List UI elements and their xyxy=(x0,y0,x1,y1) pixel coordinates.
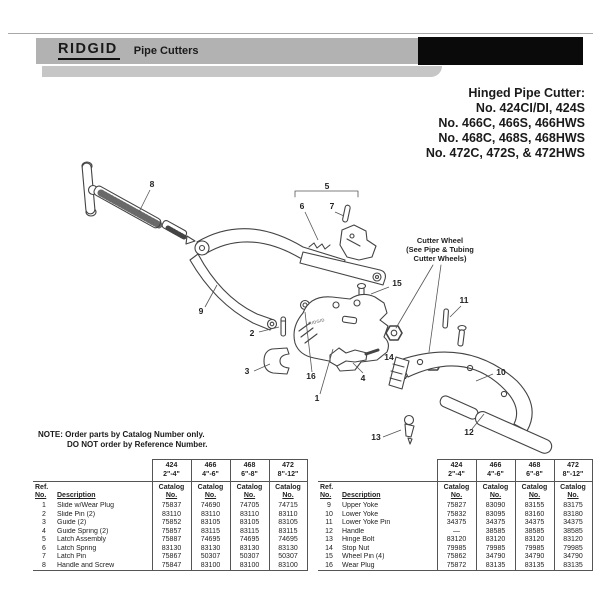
catalog-no-cell: 83105 xyxy=(269,519,307,528)
ref-no-cell: 10 xyxy=(325,510,333,518)
ref-no-cell: 14 xyxy=(325,544,333,552)
parts-table-left xyxy=(33,459,308,571)
table-row xyxy=(318,528,592,537)
catalog-no-cell: 79985 xyxy=(476,545,515,554)
catalog-no-header: Catalog No. xyxy=(437,482,476,503)
product-title-heading: Hinged Pipe Cutter: xyxy=(468,86,585,100)
callout-leader-13 xyxy=(383,430,401,437)
table-row xyxy=(33,511,307,520)
callout-bracket xyxy=(295,191,358,197)
blank-cell xyxy=(318,460,437,482)
catalog-no-cell: 83130 xyxy=(191,545,230,554)
latch-assembly xyxy=(340,225,376,260)
blank-cell xyxy=(33,460,152,482)
header-rule xyxy=(8,33,593,34)
ref-no-header: Ref. No. xyxy=(35,484,49,499)
table-row xyxy=(318,553,592,562)
catalog-no-cell: 83110 xyxy=(191,511,230,520)
callout-leader-7 xyxy=(335,212,344,216)
catalog-no-cell: 74715 xyxy=(269,502,307,511)
callout-15: 15 xyxy=(392,278,402,288)
stop-pin xyxy=(405,424,414,437)
size-header-cell: 424 2"-4" xyxy=(437,460,476,482)
catalog-no-cell: 75872 xyxy=(437,562,476,571)
description-cell: Lower Yoke xyxy=(342,510,379,518)
callout-leader-11 xyxy=(450,306,461,317)
catalog-no-cell: 74695 xyxy=(269,536,307,545)
slide-pin xyxy=(281,317,286,336)
column-header-row xyxy=(318,482,592,503)
callout-5: 5 xyxy=(324,181,330,191)
callout-4: 4 xyxy=(360,373,366,383)
catalog-no-cell: 83090 xyxy=(476,502,515,511)
catalog-no-cell: 83105 xyxy=(191,519,230,528)
description-cell: Guide (2) xyxy=(57,519,87,526)
catalog-no-cell: 74695 xyxy=(230,536,269,545)
yoke-pivot xyxy=(195,241,209,255)
callout-6: 6 xyxy=(299,201,305,211)
header-black-tab xyxy=(418,37,583,65)
ref-no-cell: 2 xyxy=(42,510,46,518)
callout-3: 3 xyxy=(244,366,250,376)
catalog-no-cell: 83110 xyxy=(230,511,269,520)
catalog-no-header: Catalog No. xyxy=(269,482,307,503)
size-header-cell: 468 6"-8" xyxy=(230,460,269,482)
lower-yoke-pin xyxy=(443,309,449,328)
ref-no-cell: 13 xyxy=(325,536,333,543)
catalog-no-cell: 34375 xyxy=(515,519,554,528)
catalog-no-cell: 75887 xyxy=(152,536,191,545)
catalog-no-cell: 75832 xyxy=(437,511,476,520)
callout-1: 1 xyxy=(314,393,320,403)
callout-leader-6 xyxy=(305,212,318,240)
catalog-no-header: Catalog No. xyxy=(515,482,554,503)
description-header: Description xyxy=(342,492,381,499)
column-header-row xyxy=(33,482,307,503)
description-cell: Wear Plug xyxy=(340,562,437,571)
size-header-cell: 472 8"-12" xyxy=(269,460,307,482)
ref-no-cell: 9 xyxy=(327,502,331,509)
yoke-hole xyxy=(501,391,506,396)
catalog-no-cell: 75827 xyxy=(437,502,476,511)
table-row xyxy=(318,502,592,511)
parts-diagram xyxy=(0,152,600,458)
callout-2: 2 xyxy=(249,328,255,338)
catalog-no-cell: 79985 xyxy=(437,545,476,554)
catalog-no-header: Catalog No. xyxy=(554,482,592,503)
description-cell: Upper Yoke xyxy=(342,502,379,509)
catalog-no-cell: 50307 xyxy=(269,553,307,562)
stop-pin-tip xyxy=(408,438,412,444)
catalog-no-cell: 83115 xyxy=(230,528,269,537)
catalog-no-cell: 83115 xyxy=(269,528,307,537)
screw-tip xyxy=(186,236,195,244)
catalog-no-cell: 83100 xyxy=(191,562,230,571)
catalog-no-cell: 75837 xyxy=(152,502,191,511)
table-row xyxy=(33,562,307,571)
callout-leader-8 xyxy=(139,190,150,212)
callout-leader-15 xyxy=(371,287,389,294)
handle-ferrule xyxy=(439,394,480,420)
table-row xyxy=(33,528,307,537)
section-title: Pipe Cutters xyxy=(133,45,199,57)
size-header-cell: 466 4"-6" xyxy=(191,460,230,482)
callout-7: 7 xyxy=(329,201,335,211)
catalog-no-cell: 83180 xyxy=(554,511,592,520)
catalog-no-cell: 34375 xyxy=(437,519,476,528)
catalog-no-cell: 75862 xyxy=(437,553,476,562)
table-row xyxy=(318,545,592,554)
header-curl xyxy=(42,66,442,77)
description-cell: Latch Pin xyxy=(57,553,87,560)
catalog-no-cell: 83130 xyxy=(230,545,269,554)
callout-9: 9 xyxy=(198,306,204,316)
catalog-no-cell: 83115 xyxy=(191,528,230,537)
catalog-no-cell: 34375 xyxy=(476,519,515,528)
size-header-cell: 472 8"-12" xyxy=(554,460,592,482)
catalog-no-cell: 34790 xyxy=(554,553,592,562)
table-row xyxy=(33,502,307,511)
description-cell: Handle and Screw xyxy=(55,562,152,571)
callout-12: 12 xyxy=(464,427,474,437)
catalog-no-cell: 83130 xyxy=(152,545,191,554)
description-cell: Guide Spring (2) xyxy=(57,527,109,535)
description-cell: Wheel Pin (4) xyxy=(342,553,385,560)
catalog-no-cell: 83135 xyxy=(476,562,515,571)
catalog-no-cell: 83110 xyxy=(269,511,307,520)
catalog-no-cell: 75867 xyxy=(152,553,191,562)
catalog-no-cell: 83135 xyxy=(554,562,592,571)
description-cell: Lower Yoke Pin xyxy=(342,519,391,526)
table-row xyxy=(318,519,592,528)
catalog-no-cell: 83120 xyxy=(476,536,515,545)
ref-no-cell: 11 xyxy=(325,519,333,526)
ref-no-cell: 6 xyxy=(42,544,46,552)
catalog-no-cell: 83160 xyxy=(515,511,554,520)
cutter-wheel-note: (See Pipe & Tubing xyxy=(406,245,474,254)
handle-bar xyxy=(473,409,554,455)
catalog-no-cell: 34375 xyxy=(554,519,592,528)
description-cell: Handle xyxy=(342,527,365,535)
catalog-no-cell: 83100 xyxy=(230,562,269,571)
catalog-no-cell: 83130 xyxy=(269,545,307,554)
note-label: NOTE: xyxy=(38,430,63,439)
catalog-no-cell: 38585 xyxy=(476,528,515,537)
ref-no-cell: 4 xyxy=(42,527,46,535)
upper-yoke-arm xyxy=(190,254,274,330)
description-cell: Slide Pin (2) xyxy=(57,510,96,518)
catalog-no-cell: 79985 xyxy=(515,545,554,554)
catalog-no-cell: 50307 xyxy=(191,553,230,562)
ridgid-marking: RIDGID xyxy=(308,317,326,326)
ref-no-header: Ref. No. xyxy=(320,484,334,499)
header-bar xyxy=(36,38,418,64)
table-row xyxy=(33,519,307,528)
description-header: Description xyxy=(57,492,96,499)
ridgid-logo: RIDGID xyxy=(58,42,120,60)
catalog-no-cell: 83135 xyxy=(515,562,554,571)
model-line: No. 424CI/DI, 424S xyxy=(475,101,585,115)
ref-no-cell: 16 xyxy=(318,562,340,571)
catalog-no-cell: 50307 xyxy=(230,553,269,562)
wheel-pin-head xyxy=(358,284,366,289)
catalog-no-header: Catalog No. xyxy=(191,482,230,503)
ref-no-cell: 7 xyxy=(42,553,46,560)
note-line2: DO NOT order by Reference Number. xyxy=(67,439,208,449)
callout-14: 14 xyxy=(384,352,394,362)
catalog-no-cell: 74705 xyxy=(230,502,269,511)
table-row xyxy=(318,511,592,520)
ref-no-cell: 3 xyxy=(42,519,46,526)
size-header-cell: 468 6"-8" xyxy=(515,460,554,482)
description-cell: Latch Spring xyxy=(57,544,97,552)
size-header-row xyxy=(318,460,592,482)
catalog-no-cell: 83110 xyxy=(152,511,191,520)
latch-spring xyxy=(309,243,330,249)
ref-no-cell: 12 xyxy=(325,527,333,535)
table-row xyxy=(33,553,307,562)
catalog-no-cell: 34790 xyxy=(515,553,554,562)
table-row xyxy=(318,536,592,545)
catalog-no-cell: 38585 xyxy=(554,528,592,537)
cutter-wheel-note: Cutter Wheels) xyxy=(413,254,467,263)
catalog-no-cell: 38585 xyxy=(515,528,554,537)
ref-no-cell: 8 xyxy=(33,562,55,571)
hinge-bolt xyxy=(458,330,465,346)
callout-16: 16 xyxy=(306,371,316,381)
callout-13: 13 xyxy=(371,432,381,442)
callout-11: 11 xyxy=(459,295,469,305)
note-leader xyxy=(396,265,441,352)
catalog-no-cell: 83175 xyxy=(554,502,592,511)
cutter-wheel xyxy=(386,326,402,340)
order-note xyxy=(38,430,207,449)
description-cell: Latch Assembly xyxy=(57,536,107,543)
callout-10: 10 xyxy=(496,367,506,377)
ref-no-cell: 1 xyxy=(42,502,46,509)
stop-pin-head xyxy=(405,416,414,425)
catalog-no-cell: 75857 xyxy=(152,528,191,537)
latch-arm-boss xyxy=(373,273,381,281)
catalog-no-header: Catalog No. xyxy=(230,482,269,503)
catalog-no-cell: 83095 xyxy=(476,511,515,520)
cutter-wheel-note: Cutter Wheel xyxy=(416,236,464,245)
callout-8: 8 xyxy=(149,179,155,189)
catalog-no-cell: 74695 xyxy=(191,536,230,545)
description-cell: Stop Nut xyxy=(342,544,370,552)
table-row xyxy=(318,562,592,571)
catalog-no-cell: 83120 xyxy=(437,536,476,545)
parts-table-right xyxy=(318,459,593,571)
yoke-arm-boss xyxy=(268,320,277,329)
catalog-no-cell: 79985 xyxy=(554,545,592,554)
catalog-no-cell: 83155 xyxy=(515,502,554,511)
catalog-no-header: Catalog No. xyxy=(152,482,191,503)
catalog-no-cell: 75852 xyxy=(152,519,191,528)
catalog-no-cell: 75847 xyxy=(152,562,191,571)
table-row xyxy=(33,545,307,554)
ref-no-cell: 5 xyxy=(42,536,46,543)
model-line: No. 466C, 466S, 466HWS xyxy=(438,116,585,130)
screw-threads xyxy=(101,193,159,225)
catalog-no-cell: 34790 xyxy=(476,553,515,562)
product-title xyxy=(426,86,585,161)
model-line: No. 472C, 472S, & 472HWS xyxy=(425,146,585,160)
note-line1: Order parts by Catalog Number only. xyxy=(65,430,205,439)
lower-yoke xyxy=(400,352,532,431)
catalog-no-cell: 83105 xyxy=(230,519,269,528)
model-line: No. 468C, 468S, 468HWS xyxy=(438,131,585,145)
ref-no-cell: 15 xyxy=(325,553,333,560)
catalog-no-cell: 83120 xyxy=(515,536,554,545)
size-header-row xyxy=(33,460,307,482)
table-row xyxy=(33,536,307,545)
size-header-cell: 466 4"-6" xyxy=(476,460,515,482)
catalog-no-cell: 83120 xyxy=(554,536,592,545)
size-header-cell: 424 2"-4" xyxy=(152,460,191,482)
latch-arm xyxy=(300,252,385,285)
latch-pin xyxy=(342,205,350,223)
catalog-no-header: Catalog No. xyxy=(476,482,515,503)
description-cell: Slide w/Wear Plug xyxy=(57,502,115,509)
catalog-no-cell: 83100 xyxy=(269,562,307,571)
catalog-no-cell: 74690 xyxy=(191,502,230,511)
guide xyxy=(264,348,289,374)
catalog-no-cell: — xyxy=(437,528,476,537)
description-cell: Hinge Bolt xyxy=(342,536,375,543)
